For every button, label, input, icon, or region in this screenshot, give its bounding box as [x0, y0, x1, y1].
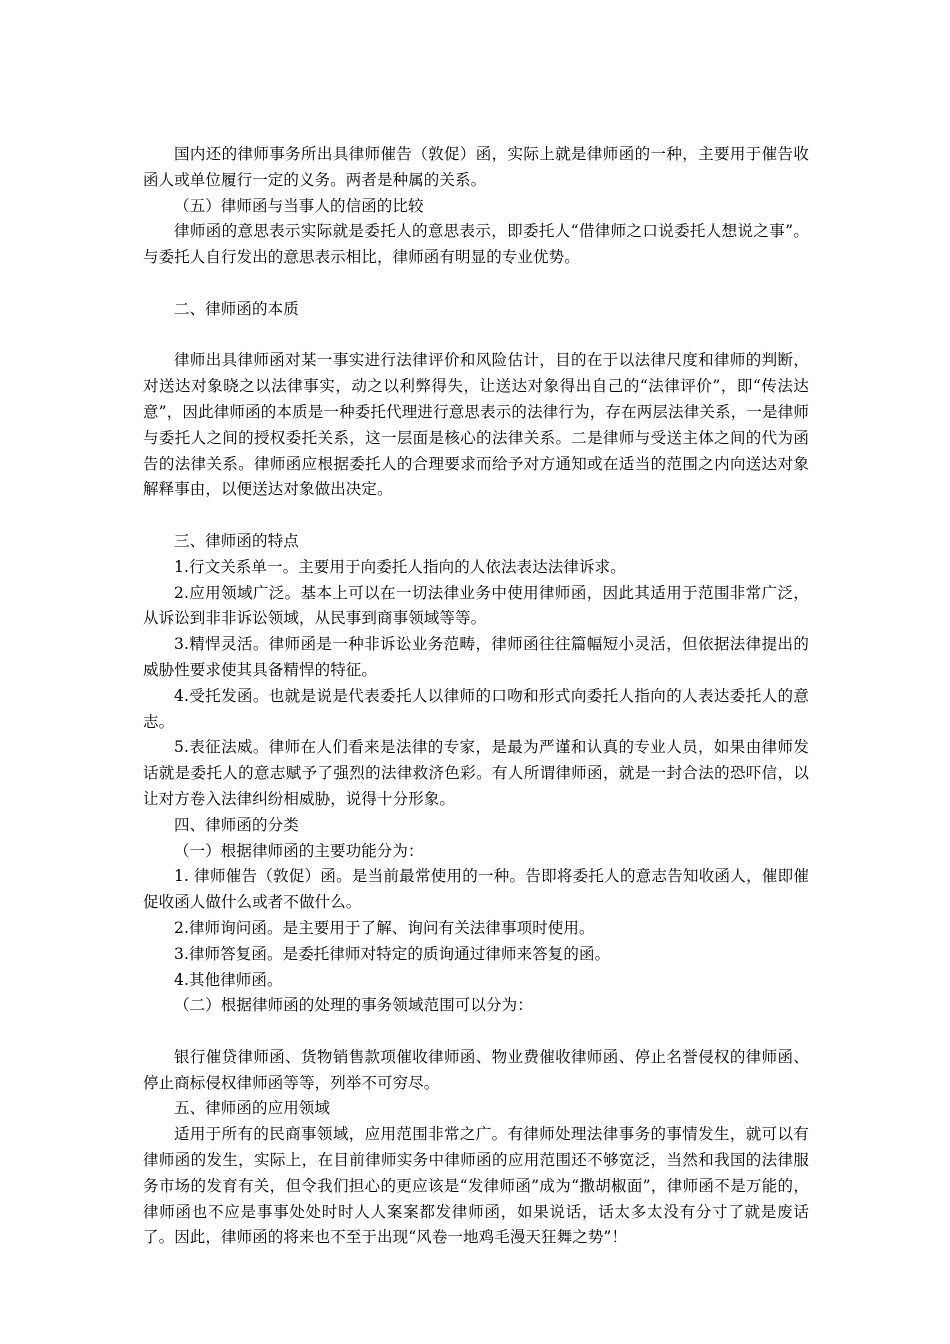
list-item: 1. 律师催告（敦促）函。是当前最常使用的一种。告即将委托人的意志告知收函人，催即催促收函人做什么或者不做什么。	[143, 867, 809, 912]
paragraph: 律师出具律师函对某一事实进行法律评价和风险估计，目的在于以法律尺度和律师的判断，对送达对象晓之以法律事实，动之以利弊得失，让送达对象得出自己的“法律评价”，即“传法达意”，因此律师函的本质是一种委托代理进行意思表示的法律行为，存在两层法律关系，一是律师与委托人之间的授权委托关系，这一层面是核心的法律关系。二是律师与受送主体之间的代为函告的法律关系。律师函应根据委托人的合理要求而给予对方通知或在适当的范围之内向送达对象解释事由，以便送达对象做出决定。	[143, 351, 809, 499]
section-heading: （五）律师函与当事人的信函的比较	[174, 196, 424, 215]
subsection-heading: （二）根据律师函的处理的事务领域范围可以分为：	[174, 996, 533, 1015]
list-item: 3.精悍灵活。律师函是一种非诉讼业务范畴，律师函往往篇幅短小灵活，但依据法律提出的威胁性要求使其具备精悍的特征。	[143, 635, 809, 679]
blank-line	[143, 271, 809, 297]
blank-line	[143, 503, 809, 529]
list-item: 1.行文关系单一。主要用于向委托人指向的人依法表达法律诉求。	[174, 557, 626, 576]
paragraph: 国内还的律师事务所出具律师催告（敦促）函，实际上就是律师函的一种，主要用于催告收函人或单位履行一定的义务。两者是种属的关系。	[143, 145, 809, 189]
blank-line	[143, 323, 809, 349]
list-item: 2.应用领域广泛。基本上可以在一切法律业务中使用律师函，因此其适用于范围非常广泛，从诉讼到非非诉讼领域，从民事到商事领域等等。	[143, 583, 809, 628]
blank-line	[143, 1019, 809, 1045]
list-item: 4.其他律师函。	[174, 970, 283, 989]
list-item: 3.律师答复函。是委托律师对特定的质询通过律师来答复的函。	[174, 944, 611, 963]
paragraph: 银行催贷律师函、货物销售款项催收律师函、物业费催收律师函、停止名誉侵权的律师函、停止商标侵权律师函等等，列举不可穷尽。	[143, 1047, 809, 1092]
paragraph: 律师函的意思表示实际就是委托人的意思表示，即委托人“借律师之口说委托人想说之事”。与委托人自行发出的意思表示相比，律师函有明显的专业优势。	[143, 222, 809, 267]
section-heading: 三、律师函的特点	[174, 531, 299, 550]
list-item: 4.受托发函。也就是说是代表委托人以律师的口吻和形式向委托人指向的人表达委托人的意志。	[143, 686, 809, 731]
section-heading: 四、律师函的分类	[174, 815, 299, 834]
section-heading: 二、律师函的本质	[174, 299, 299, 318]
subsection-heading: （一）根据律师函的主要功能分为：	[174, 841, 424, 860]
list-item: 5.表征法威。律师在人们看来是法律的专家，是最为严谨和认真的专业人员，如果由律师发话就是委托人的意志赋予了强烈的法律救济色彩。有人所谓律师函，就是一封合法的恐吓信，以让对方卷入法律纠纷相威胁，说得十分形象。	[143, 738, 809, 808]
list-item: 2.律师询问函。是主要用于了解、询问有关法律事项时使用。	[174, 918, 595, 937]
paragraph: 适用于所有的民商事领域，应用范围非常之广。有律师处理法律事务的事情发生，就可以有律师函的发生，实际上，在目前律师实务中律师函的应用范围还不够宽泛，当然和我国的法律服务市场的发育有关，但令我们担心的更应该是“发律师函”成为“撒胡椒面”，律师函不是万能的，律师函也不应是事事处处时时人人案案都发律师函，如果说话，话太多太没有分寸了就是废话了。因此，律师函的将来也不至于出现“风卷一地鸡毛漫天狂舞之势”！	[143, 1125, 809, 1247]
section-heading: 五、律师函的应用领域	[174, 1099, 331, 1118]
